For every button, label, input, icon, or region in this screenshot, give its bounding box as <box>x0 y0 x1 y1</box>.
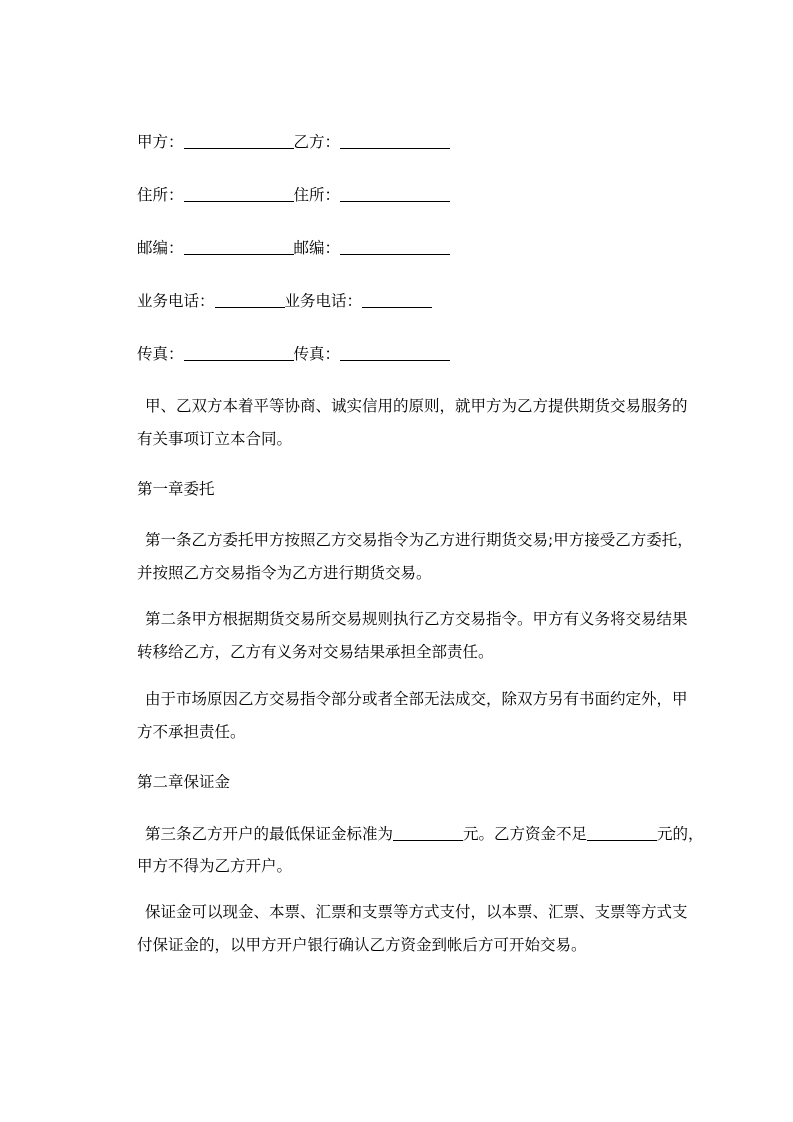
postcode-b-blank <box>340 240 450 255</box>
fax-row <box>137 346 450 363</box>
party-b-blank <box>340 134 450 149</box>
postcode-row <box>137 240 450 257</box>
postcode-b-label: 邮编： <box>293 239 341 257</box>
address-row <box>137 187 450 204</box>
article-3-line-2: 甲方不得为乙方开户。 <box>137 857 293 875</box>
postcode-a-blank <box>184 240 294 255</box>
article-1-line-1: 第一条乙方委托甲方按照乙方交易指令为乙方进行期货交易;甲方接受乙方委托， <box>145 531 693 549</box>
phone-a-blank <box>215 293 285 308</box>
article-3-part-3: 元的， <box>657 825 704 843</box>
address-a-blank <box>184 187 294 202</box>
fax-b-label: 传真： <box>293 345 341 363</box>
address-b-blank <box>340 187 450 202</box>
party-a-label: 甲方： <box>137 133 184 151</box>
preamble-line-1: 甲、乙双方本着平等协商、诚实信用的原则，就甲方为乙方提供期货交易服务的 <box>145 397 688 415</box>
chapter-2-title: 第二章保证金 <box>137 773 231 791</box>
address-a-label: 住所： <box>137 186 184 204</box>
party-b-label: 乙方： <box>293 133 341 151</box>
clause-line-2: 方不承担责任。 <box>137 723 246 741</box>
chapter-1-title: 第一章委托 <box>137 480 215 498</box>
min-deposit-blank <box>393 826 463 841</box>
phone-b-label: 业务电话： <box>284 292 363 310</box>
party-a-blank <box>184 134 294 149</box>
phone-a-label: 业务电话： <box>137 292 215 310</box>
party-name-row <box>137 134 450 151</box>
phone-b-blank <box>362 293 432 308</box>
article-3-part-2: 元。乙方资金不足 <box>463 825 588 843</box>
fax-a-blank <box>184 346 294 361</box>
article-2-line-2: 转移给乙方，乙方有义务对交易结果承担全部责任。 <box>137 643 494 661</box>
payment-line-2: 付保证金的，以甲方开户银行确认乙方资金到帐后方可开始交易。 <box>137 936 587 954</box>
fax-a-label: 传真： <box>137 345 184 363</box>
article-1-line-2: 并按照乙方交易指令为乙方进行期货交易。 <box>137 564 432 582</box>
preamble-line-2: 有关事项订立本合同。 <box>137 430 293 448</box>
article-3-part-1: 第三条乙方开户的最低保证金标准为 <box>145 825 394 843</box>
insufficient-funds-blank <box>587 826 657 841</box>
postcode-a-label: 邮编： <box>137 239 184 257</box>
article-2-line-1: 第二条甲方根据期货交易所交易规则执行乙方交易指令。甲方有义务将交易结果 <box>145 610 688 628</box>
article-3-line-1 <box>145 826 704 843</box>
phone-row <box>137 293 432 310</box>
payment-line-1: 保证金可以现金、本票、汇票和支票等方式支付，以本票、汇票、支票等方式支 <box>145 903 688 921</box>
address-b-label: 住所： <box>293 186 341 204</box>
fax-b-blank <box>340 346 450 361</box>
clause-line-1: 由于市场原因乙方交易指令部分或者全部无法成交，除双方另有书面约定外，甲 <box>145 690 688 708</box>
